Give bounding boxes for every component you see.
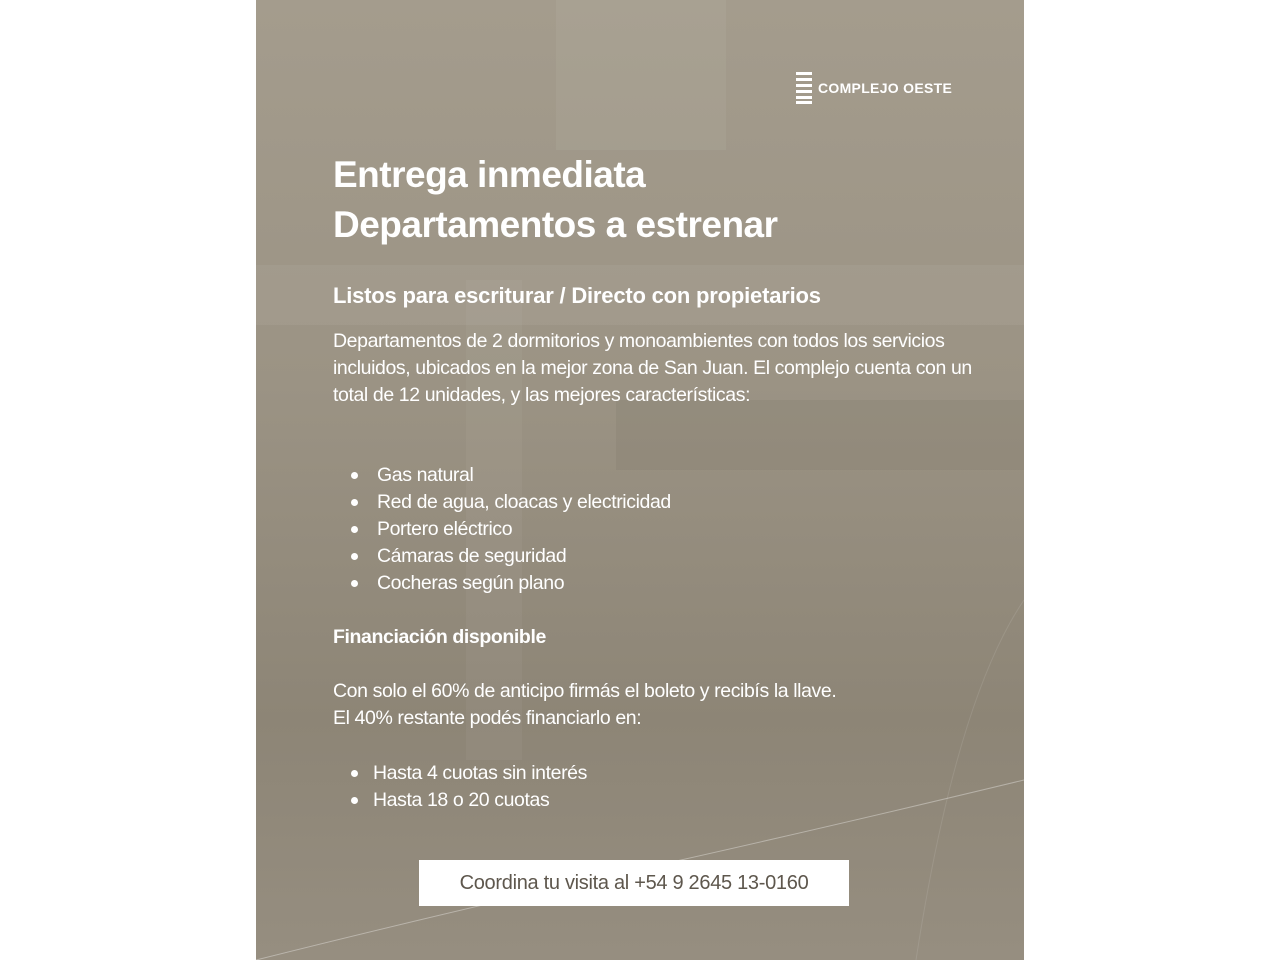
brand-name: COMPLEJO OESTE [818,80,953,96]
financing-plans-list [333,760,953,814]
bullet-icon [351,472,358,479]
feature-text: Cámaras de seguridad [377,545,567,567]
list-item [333,787,953,814]
headline-line-2: Departamentos a estrenar [333,204,778,245]
list-item [333,570,953,597]
bullet-icon [351,580,358,587]
list-item [333,489,953,516]
property-flyer [256,0,1024,960]
stacked-stripes-logo-icon [796,72,812,104]
financing-text [333,678,973,732]
list-item [333,516,953,543]
list-item [333,462,953,489]
features-list [333,462,953,597]
financing-title: Financiación disponible [333,626,546,648]
feature-text: Gas natural [377,464,474,486]
financing-line-1: Con solo el 60% de anticipo firmás el boleto y recibís la llave. [333,680,837,702]
headline [333,150,778,250]
list-item [333,760,953,787]
feature-text: Red de agua, cloacas y electricidad [377,491,671,513]
bullet-icon [351,499,358,506]
bullet-icon [351,553,358,560]
list-item [333,543,953,570]
feature-text: Portero eléctrico [377,518,513,540]
description: Departamentos de 2 dormitorios y monoambientes con todos los servicios incluidos, ubicados en la mejor zona de San Juan. El complejo cuenta con un total de 12 unidades, y las mejores características: [333,330,972,406]
subheadline: Listos para escriturar / Directo con propietarios [333,283,821,308]
feature-text: Cocheras según plano [377,572,565,594]
financing-line-2: El 40% restante podés financiarlo en: [333,707,642,729]
plan-text: Hasta 18 o 20 cuotas [373,789,550,811]
contact-cta-button[interactable]: Coordina tu visita al +54 9 2645 13-0160 [419,860,849,906]
bullet-icon [351,770,358,777]
bullet-icon [351,526,358,533]
plan-text: Hasta 4 cuotas sin interés [373,762,587,784]
bullet-icon [351,797,358,804]
brand-logo [796,70,952,106]
headline-line-1: Entrega inmediata [333,154,646,195]
